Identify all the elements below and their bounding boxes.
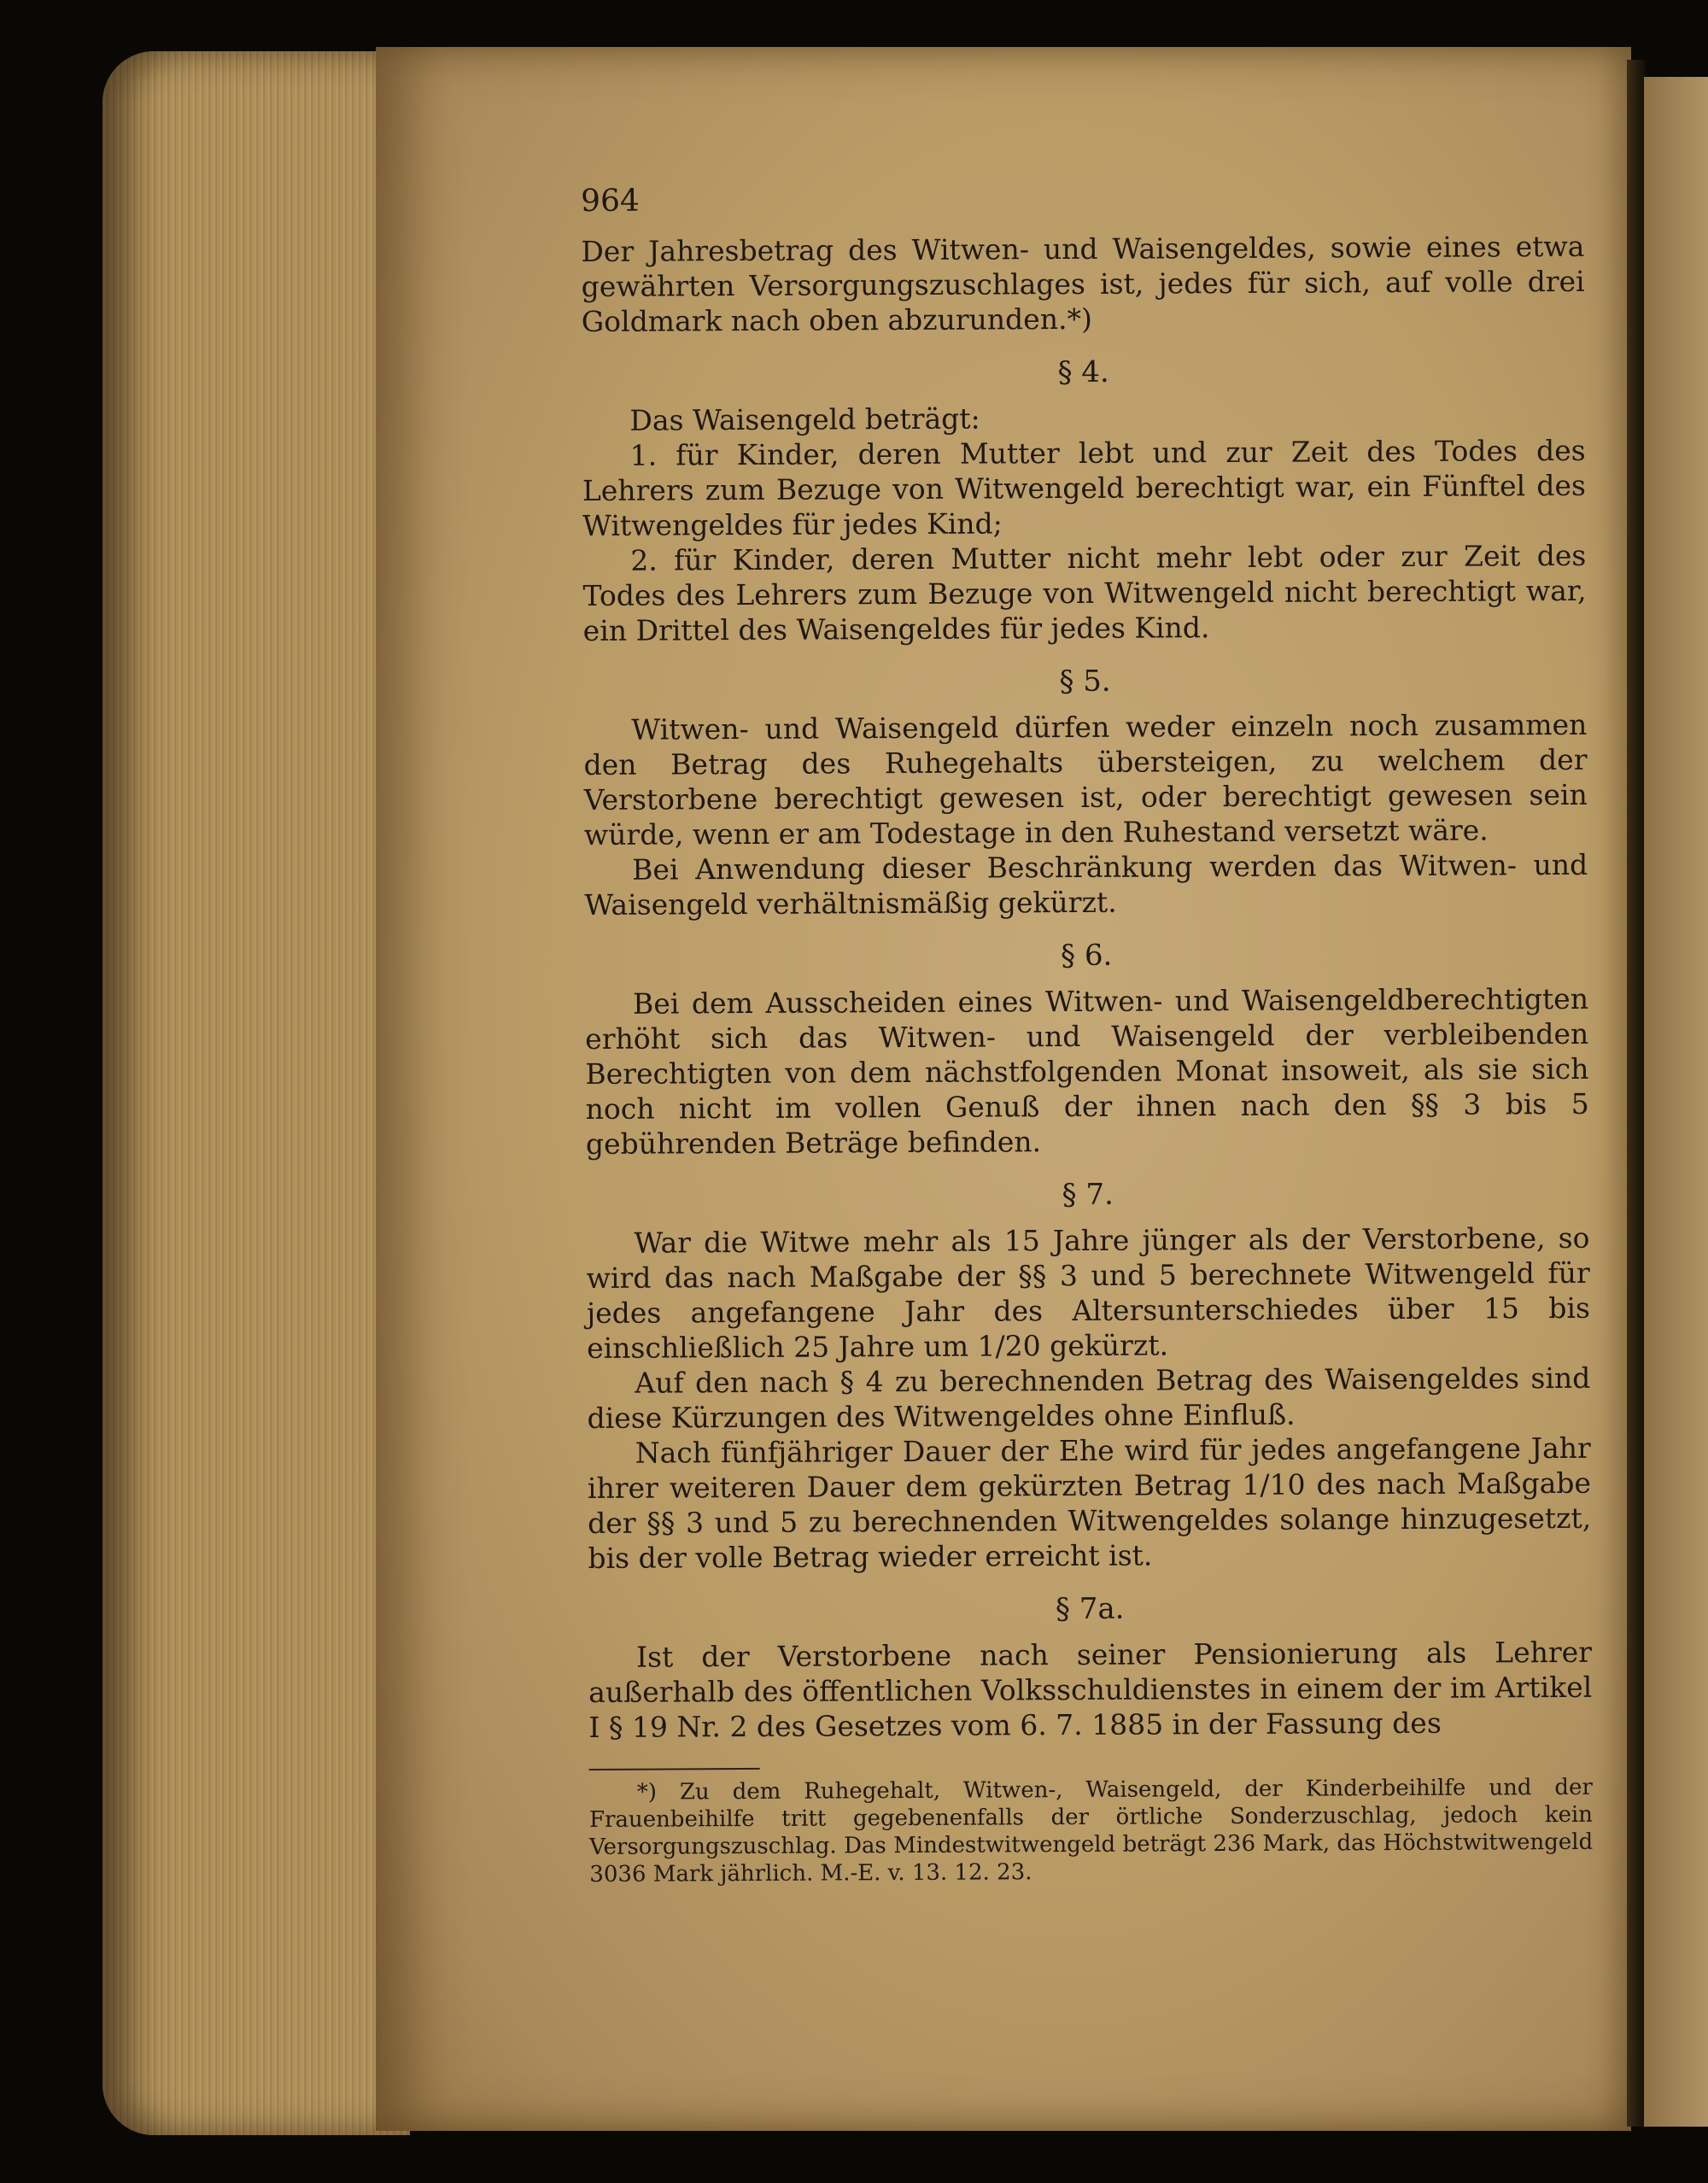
facing-page-edge <box>1644 77 1708 2127</box>
page-number: 964 <box>581 183 640 219</box>
section-heading-7: § 7. <box>1062 1177 1114 1213</box>
section-5-paragraph-1: Witwen- und Waisengeld dürfen weder einzeln noch zusammen den Betrag des Ruhegehalts übersteigen, zu welchem der Verstorbene berechtigt gewesen ist, oder berechtigt gewesen sein würde, wenn er am Todestage in den Ruhestand versetzt wäre. <box>583 707 1588 852</box>
book-gutter <box>1627 60 1646 2127</box>
section-heading-5: § 5. <box>1059 664 1111 699</box>
footnote: *) Zu dem Ruhegehalt, Witwen-, Waisengeld, der Kinderbeihilfe und der Frauenbeihilfe tritt gegebenenfalls der örtliche Sonderzuschlag, jedoch kein Versorgungszuschlag. Das Mindestwitwengeld beträgt 236 Mark, das Höchstwitwengeld 3036 Mark jährlich. M.-E. v. 13. 12. 23. <box>588 1774 1594 1887</box>
section-7a-paragraph-1: Ist der Verstorbene nach seiner Pensionierung als Lehrer außerhalb des öffentlichen Volksschuldienstes in einem der im Artikel I § 19 Nr. 2 des Gesetzes vom 6. 7. 1885 in der Fassung des <box>588 1635 1593 1744</box>
page-text <box>581 179 1593 1888</box>
section-heading-6: § 6. <box>1061 938 1113 974</box>
section-4-paragraph-1: Das Waisengeld beträgt: <box>629 401 980 437</box>
section-6-paragraph-1: Bei dem Ausscheiden eines Witwen- und Waisengeldberechtigten erhöht sich das Witwen- und Waisengeld der verbleibenden Berechtigten von dem nächstfolgenden Monat insoweit, als sie sich noch nicht im vollen Genuß der ihnen nach den §§ 3 bis 5 gebührenden Beträge befinden. <box>585 981 1589 1161</box>
page-edge-stack <box>102 51 410 2135</box>
section-4-item-1: 1. für Kinder, deren Mutter lebt und zur Zeit des Todes des Lehrers zum Bezuge von Witwengeld berechtigt war, ein Fünftel des Witwengeldes für jedes Kind; <box>582 433 1586 542</box>
section-7-paragraph-3: Nach fünfjähriger Dauer der Ehe wird für jedes angefangene Jahr ihrer weiteren Dauer dem gekürzten Betrag 1/10 des nach Maßgabe der §§ 3 und 5 zu berechnenden Witwengeldes solange hinzugesetzt, bis der volle Betrag wieder erreicht ist. <box>587 1431 1592 1575</box>
intro-paragraph: Der Jahresbetrag des Witwen- und Waisengeldes, sowie eines etwa gewährten Versorgungszuschlages ist, jedes für sich, auf volle drei Goldmark nach oben abzurunden.*) <box>581 229 1585 338</box>
section-7-paragraph-1: War die Witwe mehr als 15 Jahre jünger als der Verstorbene, so wird das nach Maßgabe der §§ 3 und 5 berechnete Witwengeld für jedes angefangene Jahr des Altersunterschiedes über 15 bis einschließlich 25 Jahre um 1/20 gekürzt. <box>586 1220 1591 1365</box>
section-heading-4: § 4. <box>1057 354 1109 390</box>
section-heading-7a: § 7a. <box>1055 1591 1125 1627</box>
section-4-item-2: 2. für Kinder, deren Mutter nicht mehr lebt oder zur Zeit des Todes des Lehrers zum Bezuge von Witwengeld nicht berechtigt war, ein Drittel des Waisengeldes für jedes Kind. <box>582 538 1587 647</box>
section-5-paragraph-2: Bei Anwendung dieser Beschränkung werden das Witwen- und Waisengeld verhältnismäßig gekürzt. <box>584 847 1588 922</box>
section-7-paragraph-2: Auf den nach § 4 zu berechnenden Betrag des Waisengeldes sind diese Kürzungen des Witwengeldes ohne Einfluß. <box>587 1361 1591 1435</box>
footnote-divider <box>589 1768 760 1770</box>
